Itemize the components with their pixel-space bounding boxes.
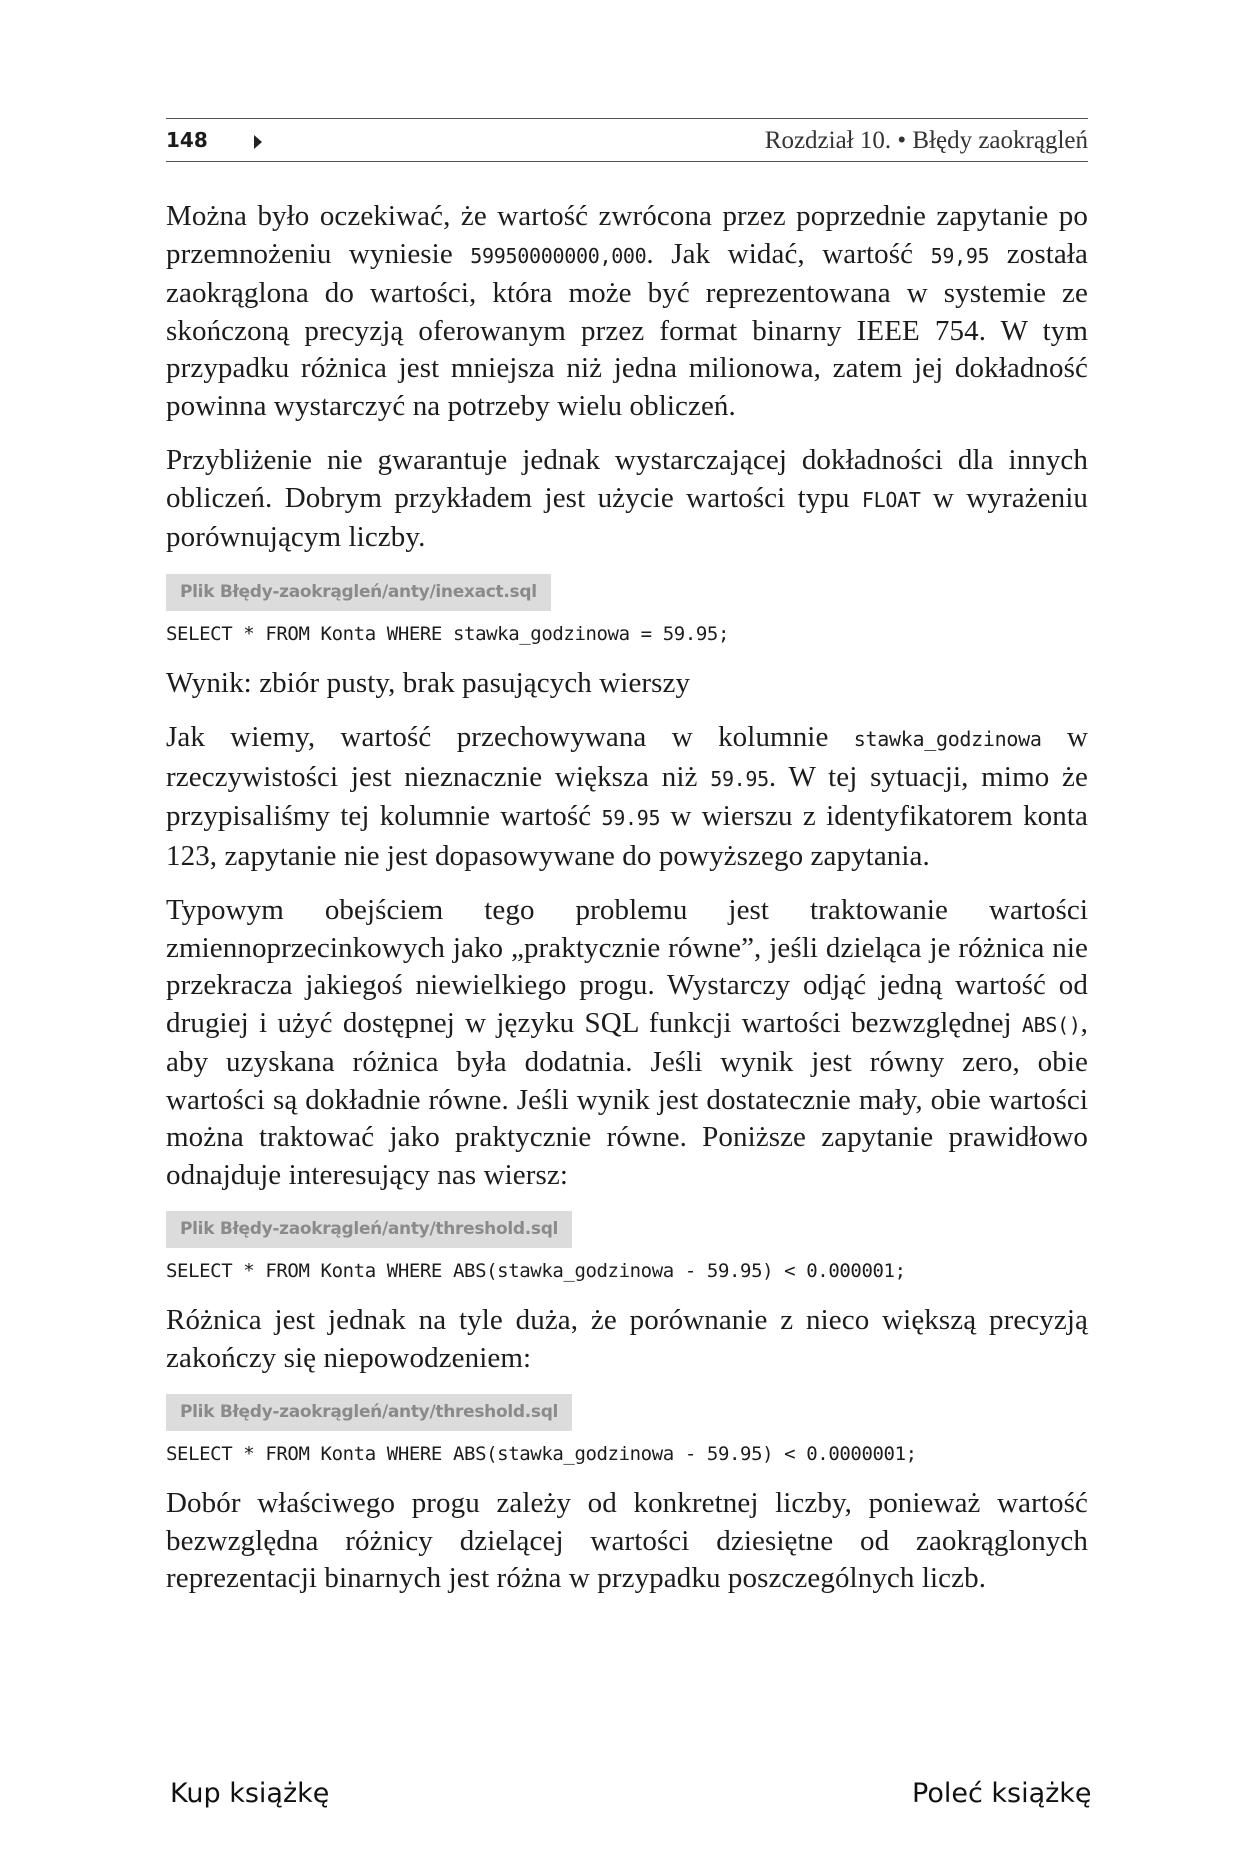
code-listing: SELECT * FROM Konta WHERE stawka_godzinowa = 59.95; xyxy=(166,622,729,645)
text: w rzeczywistości jest nieznacznie większa niż xyxy=(166,721,1088,793)
chapter-title: Rozdział 10. • Błędy zaokrągleń xyxy=(764,127,1088,154)
recommend-book-link[interactable]: Poleć książkę xyxy=(912,1778,1092,1809)
paragraph-5: Różnica jest jednak na tyle duża, że porównanie z nieco większą precyzją zakończy się niepowodzeniem: xyxy=(166,1304,1088,1374)
paragraph-result: Wynik: zbiór pusty, brak pasujących wierszy xyxy=(166,666,691,699)
code-file-label: Plik Błędy-zaokrągleń/anty/threshold.sql xyxy=(166,1394,572,1431)
code-file-label: Plik Błędy-zaokrągleń/anty/inexact.sql xyxy=(166,574,551,611)
inline-code: FLOAT xyxy=(861,487,921,512)
paragraph-3 xyxy=(166,719,1088,875)
paragraph-2 xyxy=(166,442,1088,557)
text: w wyrażeniu porównującym liczby. xyxy=(166,481,1088,553)
code-listing: SELECT * FROM Konta WHERE ABS(stawka_godzinowa - 59.95) < 0.000001; xyxy=(166,1260,906,1282)
paragraph-6: Dobór właściwego progu zależy od konkretnej liczby, ponieważ wartość bezwzględna różnicy dzielącej wartości dziesiętne od zaokrąglonych reprezentacji binarnych jest różna w przypadku poszczególnych liczb. xyxy=(166,1487,1088,1594)
paragraph-1 xyxy=(166,198,1088,425)
inline-code: ABS() xyxy=(1021,1012,1081,1037)
triangle-right-icon xyxy=(254,135,262,149)
page-content xyxy=(166,198,1088,1615)
inline-code: 59,95 xyxy=(930,243,990,268)
text: . Jak widać, wartość xyxy=(646,237,931,270)
code-listing: SELECT * FROM Konta WHERE ABS(stawka_godzinowa - 59.95) < 0.0000001; xyxy=(166,1443,917,1465)
inline-code: stawka_godzinowa xyxy=(853,727,1042,751)
text: Typowym obejściem tego problemu jest traktowanie wartości zmiennoprzecinkowych jako „praktycznie równe”, jeśli dzieląca je różnica nie przekracza jakiegoś niewielkiego progu. Wystarczy odjąć jedną wartość od drugiej i użyć dostępnej w języku SQL funkcji wartości bezwzględnej xyxy=(166,894,1088,1039)
text: . W tej sytuacji, mimo że przypisaliśmy tej kolumnie wartość xyxy=(166,760,1088,832)
text: w wierszu z identyfikatorem konta 123, zapytanie nie jest dopasowywane do powyższego zapytania. xyxy=(166,800,1088,872)
text: , aby uzyskana różnica była dodatnia. Jeśli wynik jest równy zero, obie wartości są dokładnie równe. Jeśli wynik jest dostatecznie mały, obie wartości można traktować jako praktycznie równe. Poniższe zapytanie prawidłowo odnajduje interesujący nas wiersz: xyxy=(166,1006,1088,1191)
text: Przybliżenie nie gwarantuje jednak wystarczającej dokładności dla innych obliczeń. Dobrym przykładem jest użycie wartości typu xyxy=(166,444,1088,514)
text: Jak wiemy, wartość przechowywana w kolumnie xyxy=(166,721,854,753)
page-number: 148 xyxy=(166,128,208,152)
paragraph-4 xyxy=(166,892,1088,1194)
inline-code: 59.95 xyxy=(601,806,661,830)
code-file-label: Plik Błędy-zaokrągleń/anty/threshold.sql xyxy=(166,1211,572,1248)
inline-code: 59950000000,000 xyxy=(470,243,647,268)
buy-book-link[interactable]: Kup książkę xyxy=(170,1778,330,1809)
text: została zaokrąglona do wartości, która może być reprezentowana w systemie ze skończoną precyzją oferowanym przez format binarny IEEE 754. W tym przypadku różnica jest mniejsza niż jedna milionowa, zatem jej dokładność powinna wystarczyć na potrzeby wielu obliczeń. xyxy=(166,237,1088,422)
inline-code: 59.95 xyxy=(710,766,769,791)
text: Można było oczekiwać, że wartość zwrócona przez poprzednie zapytanie po przemnożeniu wyniesie xyxy=(166,200,1088,270)
running-header xyxy=(166,118,1088,162)
